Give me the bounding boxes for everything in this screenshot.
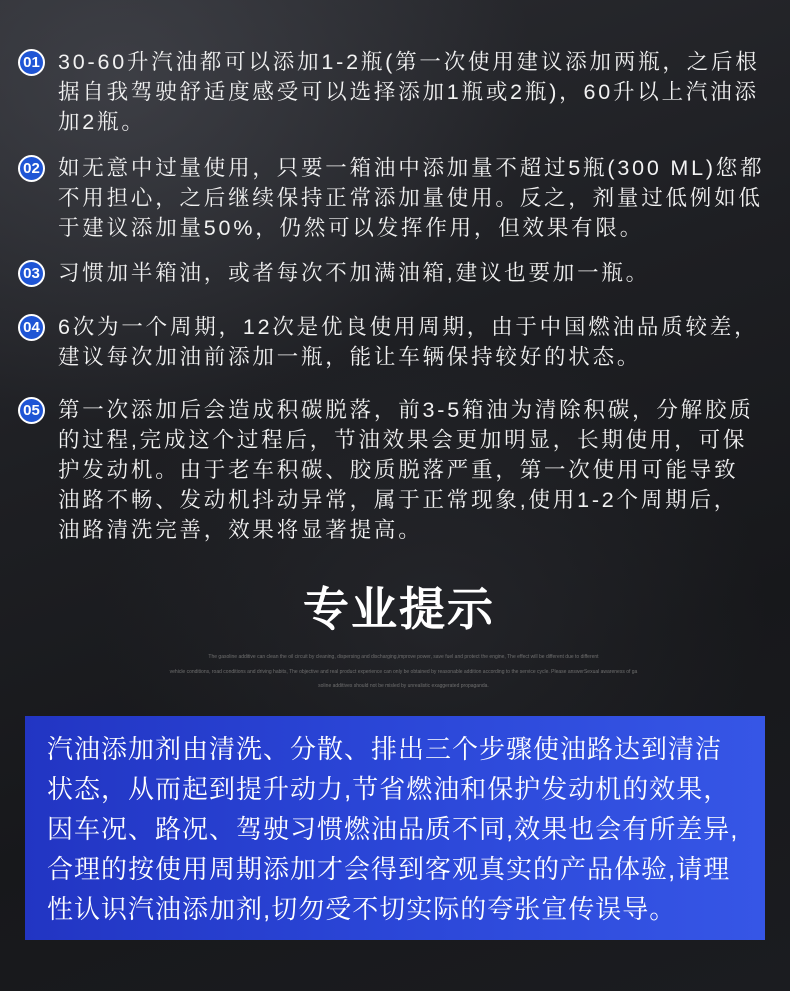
notice-box: [25, 716, 765, 940]
text-line: 加2瓶。: [58, 110, 146, 134]
usage-note-text: [58, 47, 778, 137]
fine-print-line: The gasoline additive can clean the oil circuit by cleaning, dispersing and discharging,improve power, save fuel and protect the engine, The effect will be different due to different: [208, 654, 599, 660]
notice-line: 状态，从而起到提升动力,节省燃油和保护发动机的效果，: [47, 774, 731, 804]
text-line: 习惯加半箱油，或者每次不加满油箱,建议也要加一瓶。: [58, 261, 650, 285]
number-badge: 04: [18, 314, 45, 341]
text-line: 不用担心，之后继续保持正常添加量使用。反之，剂量过低例如低: [58, 186, 763, 210]
fine-print-line: vehicle conditions, road conditions and driving habits, The objective and real product experience can only be obtained by reasonable addition according to the service cycle. Please answerSexual awareness of ga: [169, 668, 638, 675]
fine-print-line: soline additives should not be misled by unrealistic exaggerated propaganda.: [318, 683, 489, 689]
english-fine-print: [17, 650, 790, 694]
number-badge: 03: [18, 260, 45, 287]
number-badge: 02: [18, 155, 45, 182]
notice-line: 合理的按使用周期添加才会得到客观真实的产品体验,请理: [47, 854, 731, 884]
text-line: 30-60升汽油都可以添加1-2瓶(第一次使用建议添加两瓶，之后根: [58, 50, 760, 74]
text-line: 据自我驾驶舒适度感受可以选择添加1瓶或2瓶)，60升以上汽油添: [58, 80, 759, 104]
text-line: 如无意中过量使用，只要一箱油中添加量不超过5瓶(300 ML)您都: [58, 156, 765, 180]
text-line: 第一次添加后会造成积碳脱落，前3-5箱油为清除积碳，分解胶质: [58, 398, 754, 422]
usage-note-text: [58, 258, 778, 288]
usage-note-text: [58, 153, 778, 243]
notice-line: 性认识汽油添加剂,切勿受不切实际的夸张宣传误导。: [47, 894, 677, 924]
number-badge: 01: [18, 49, 45, 76]
notice-line: 汽油添加剂由清洗、分散、排出三个步骤使油路达到清洁: [47, 734, 723, 764]
section-title: 专业提示: [303, 583, 495, 635]
text-line: 6次为一个周期，12次是优良使用周期，由于中国燃油品质较差，: [58, 315, 759, 339]
number-badge: 05: [18, 397, 45, 424]
notice-text: [47, 729, 757, 929]
text-line: 油路不畅、发动机抖动异常，属于正常现象,使用1-2个周期后，: [58, 488, 739, 512]
text-line: 油路清洗完善，效果将显著提高。: [58, 518, 423, 542]
usage-note-text: [58, 395, 778, 545]
notice-line: 因车况、路况、驾驶习惯燃油品质不同,效果也会有所差异,: [47, 814, 739, 844]
text-line: 建议每次加油前添加一瓶，能让车辆保持较好的状态。: [58, 345, 642, 369]
text-line: 的过程,完成这个过程后，节油效果会更加明显，长期使用，可保: [58, 428, 748, 452]
usage-note-text: [58, 312, 778, 372]
text-line: 于建议添加量50%，仍然可以发挥作用，但效果有限。: [58, 216, 645, 240]
text-line: 护发动机。由于老车积碳、胶质脱落严重，第一次使用可能导致: [58, 458, 739, 482]
